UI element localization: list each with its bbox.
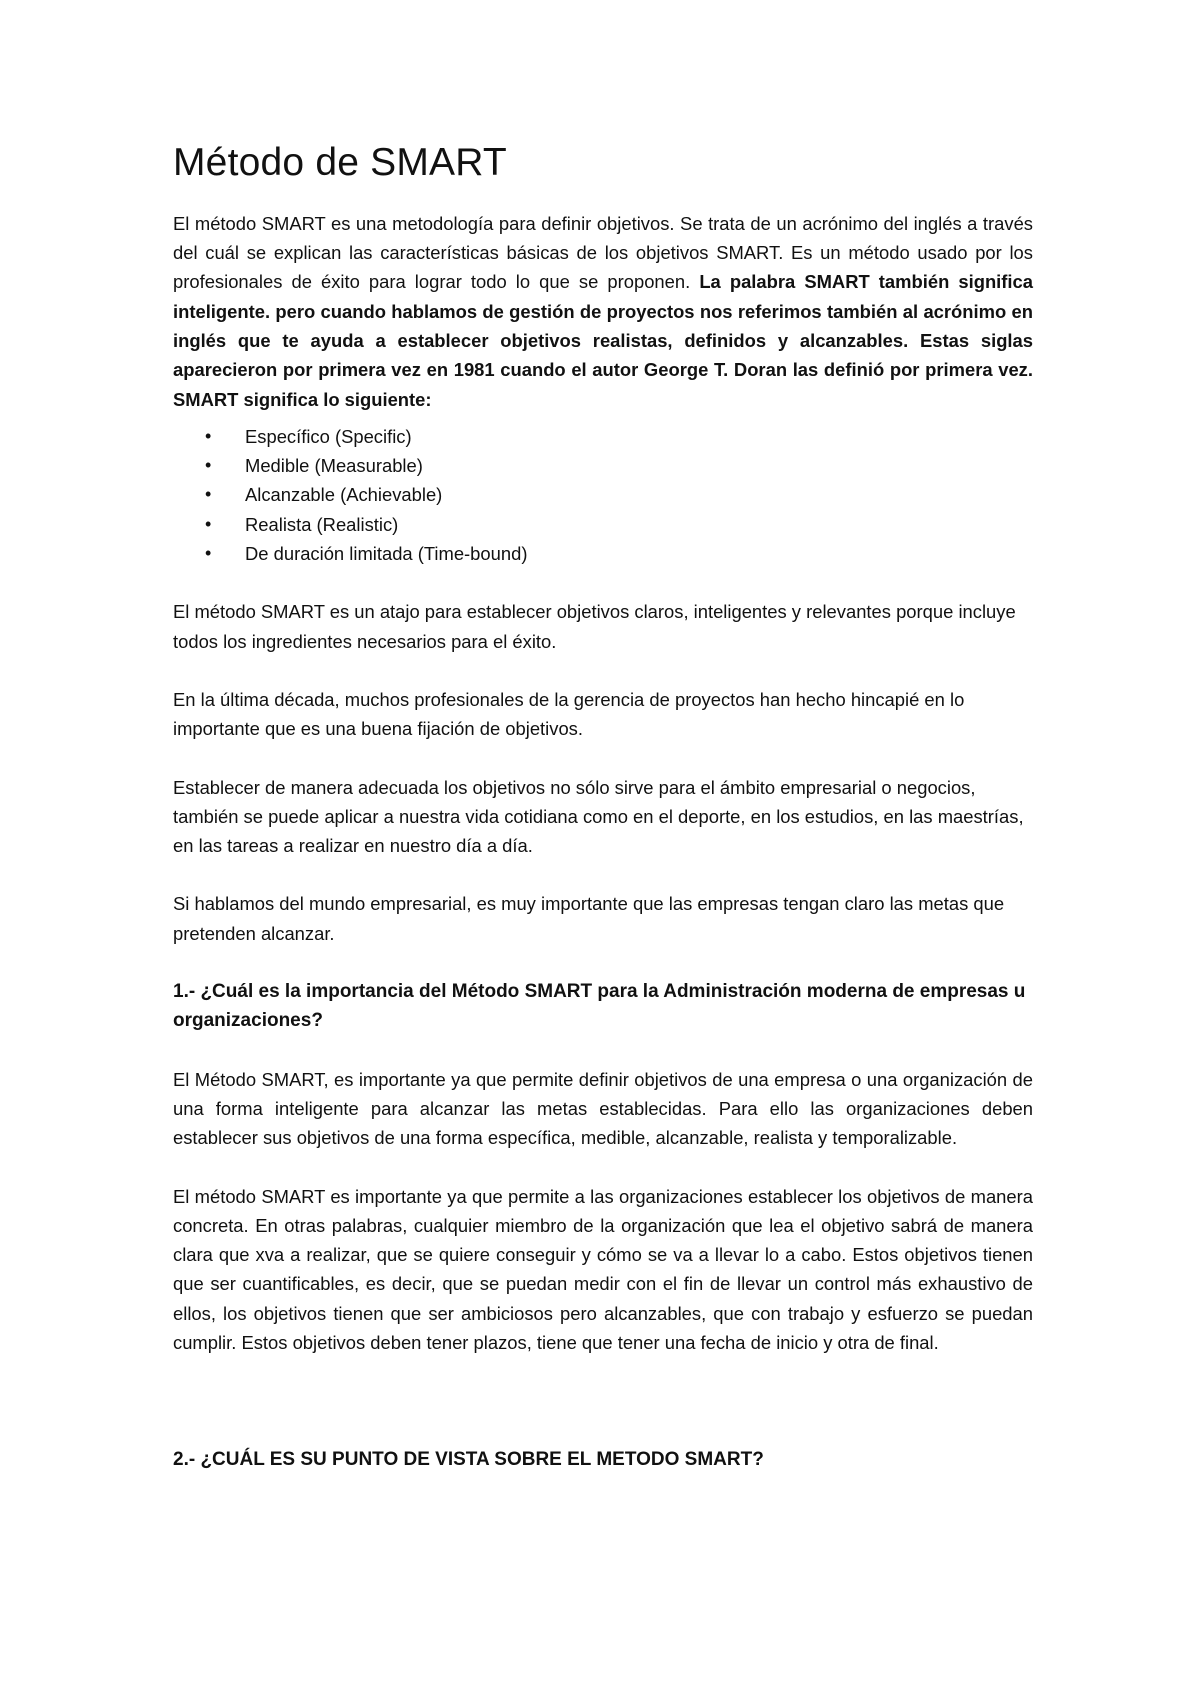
bullet-icon: •	[205, 484, 212, 505]
section-1-paragraph: El método SMART es importante ya que permite a las organizaciones establecer los objetivos de manera concreta. En otras palabras, cualquier miembro de la organización que lea el objetivo sabrá de manera clara que xva a realizar, que se quiere conseguir y cómo se va a llevar lo a cabo. Estos objetivos tienen que ser cuantificables, es decir, que se puedan medir con el fin de llevar un control más exhaustivo de ellos, los objetivos tienen que ser ambiciosos pero alcanzables, que con trabajo y esfuerzo se puedan cumplir. Estos objetivos deben tener plazos, tiene que tener una fecha de inicio y otra de final.	[173, 1185, 1033, 1353]
list-item-text: De duración limitada (Time-bound)	[245, 543, 528, 565]
body-paragraph: El método SMART es un atajo para establecer objetivos claros, inteligentes y relevantes porque incluye todos los ingredientes necesarios para el éxito.	[173, 601, 1016, 652]
section-1-paragraph: El Método SMART, es importante ya que permite definir objetivos de una empresa o una organización de una forma inteligente para alcanzar las metas establecidas. Para ello las organizaciones deben establecer sus objetivos de una forma específica, medible, alcanzable, realista y temporalizable.	[173, 1068, 1033, 1149]
smart-list	[173, 422, 1033, 568]
document-page	[173, 140, 1033, 1475]
list-item-text: Alcanzable (Achievable)	[245, 484, 443, 506]
body-paragraph: Establecer de manera adecuada los objetivos no sólo sirve para el ámbito empresarial o negocios, también se puede aplicar a nuestra vida cotidiana como en el deporte, en los estudios, en las maestrías, en las tareas a realizar en nuestro día a día.	[173, 776, 1024, 857]
bullet-icon: •	[205, 455, 212, 476]
intro-bold-text: La palabra SMART también significa inteligente. pero cuando hablamos de gestión de proyectos nos referimos también al acrónimo en inglés que te ayuda a establecer objetivos realistas, definidos y alcanzables. Estas siglas aparecieron por primera vez en 1981 cuando el autor George T. Doran las definió por primera vez. SMART significa lo siguiente:	[173, 271, 1033, 410]
document-title: Método de SMART	[173, 141, 507, 184]
list-item-text: Realista (Realistic)	[245, 513, 399, 535]
list-item	[173, 422, 1033, 451]
list-item-text: Medible (Measurable)	[245, 455, 423, 477]
list-item-text: Específico (Specific)	[245, 425, 412, 447]
bullet-icon: •	[205, 425, 212, 446]
bullet-icon: •	[205, 513, 212, 534]
section-1-heading: 1.- ¿Cuál es la importancia del Método SMART para la Administración moderna de empresas u organizaciones?	[173, 981, 1026, 1032]
bullet-icon: •	[205, 543, 212, 564]
body-paragraph: En la última década, muchos profesionales de la gerencia de proyectos han hecho hincapié en lo importante que es una buena fijación de objetivos.	[173, 688, 965, 740]
list-item	[173, 539, 1033, 568]
body-paragraph: Si hablamos del mundo empresarial, es muy importante que las empresas tengan claro las metas que pretenden alcanzar.	[173, 893, 1005, 944]
section-2-heading: 2.- ¿CUÁL ES SU PUNTO DE VISTA SOBRE EL METODO SMART?	[173, 1449, 764, 1471]
list-item	[173, 480, 1033, 509]
list-item	[173, 451, 1033, 480]
intro-text: El método SMART es una metodología para definir objetivos. Se trata de un acrónimo del inglés a través del cuál se explican las características básicas de los objetivos SMART. Es un método usado por los profesionales de éxito para lograr todo lo que se proponen.	[173, 212, 1033, 293]
list-item	[173, 510, 1033, 539]
intro-paragraph	[173, 209, 1033, 414]
